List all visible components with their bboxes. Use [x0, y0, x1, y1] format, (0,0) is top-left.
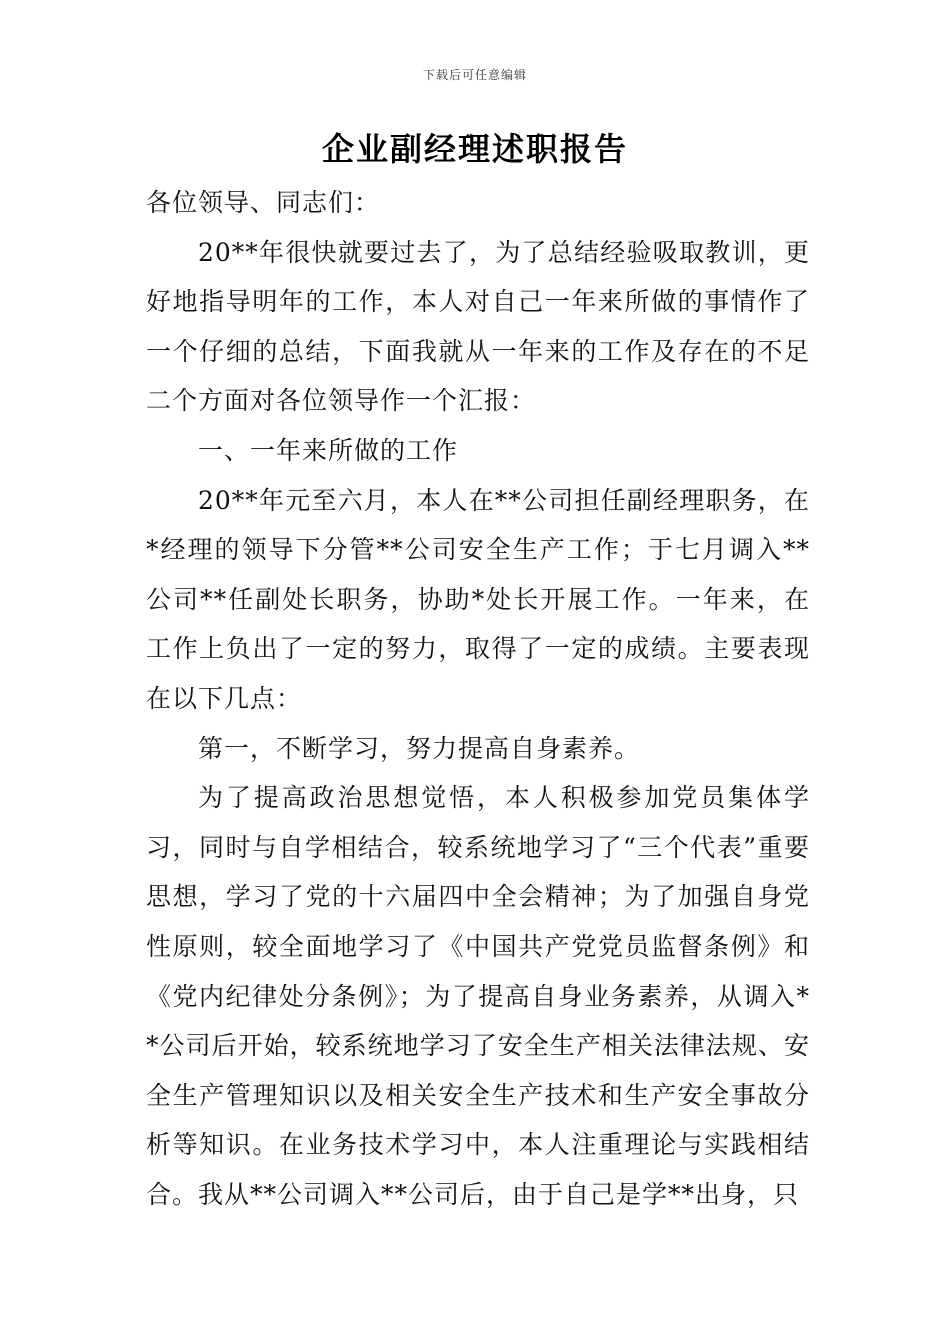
paragraph-work-summary: 20**年元至六月，本人在**公司担任副经理职务，在*经理的领导下分管**公司安全生产工作；于七月调入**公司**任副处长职务，协助*处长开展工作。一年来，在工作上负出了一定的努力，取得了一定的成绩。主要表现在以下几点： — [146, 485, 810, 713]
section-heading-work: 一、一年来所做的工作 — [198, 435, 459, 465]
paragraph-salutation: 各位领导、同志们： — [146, 188, 381, 217]
document-body — [146, 178, 810, 1219]
document-title: 企业副经理述职报告 — [321, 130, 628, 168]
header-note: 下载后可任意编辑 — [422, 68, 527, 82]
paragraph-study-detail: 为了提高政治思想觉悟，本人积极参加党员集体学习，同时与自学相结合，较系统地学习了“三个代表”重要思想，学习了党的十六届四中全会精神；为了加强自身党性原则，较全面地学习了《中国共产党党员监督条例》和《党内纪律处分条例》；为了提高自身业务素养，从调入**公司后开始，较系统地学习了安全生产相关法律法规、安全生产管理知识以及相关安全生产技术和生产安全事故分析等知识。在业务技术学习中，本人注重理论与实践相结合。我从**公司调入**公司后，由于自己是学**出身，只 — [146, 783, 810, 1209]
paragraph-intro: 20**年很快就要过去了，为了总结经验吸取教训，更好地指导明年的工作，本人对自己一年来所做的事情作了一个仔细的总结，下面我就从一年来的工作及存在的不足二个方面对各位领导作一个汇报： — [146, 237, 810, 416]
subheading-study: 第一，不断学习，努力提高自身素养。 — [198, 733, 641, 763]
